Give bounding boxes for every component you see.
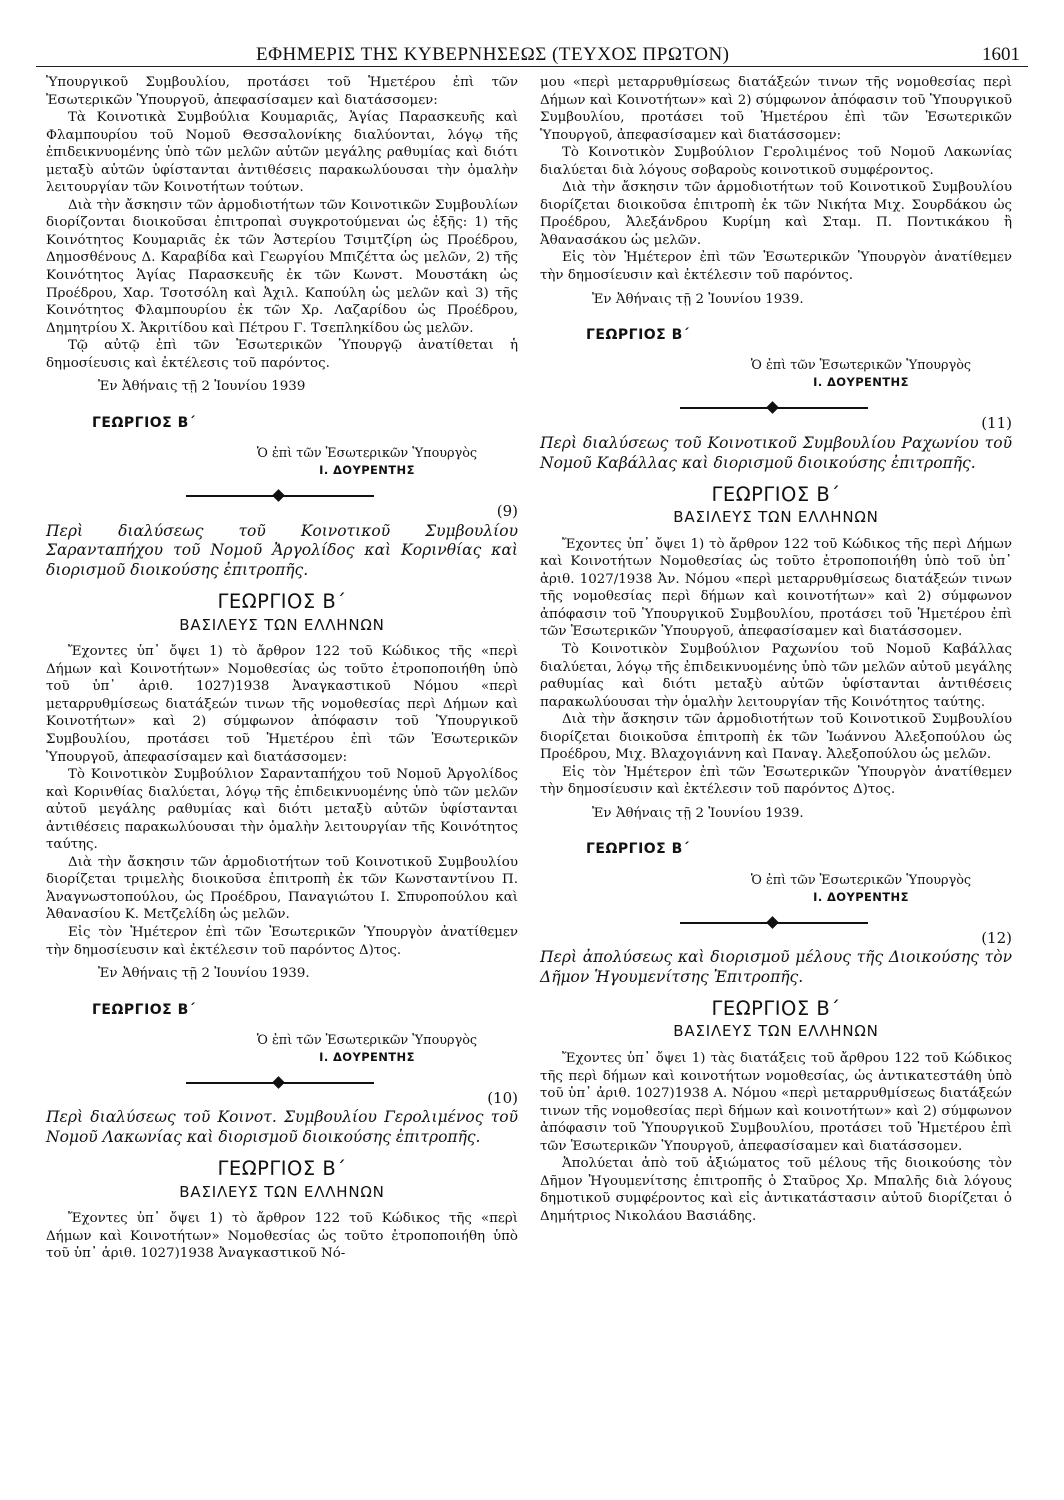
- king-heading: ΓΕΩΡΓΙΟΣ Β΄: [217, 1157, 347, 1181]
- paragraph: Ἀπολύεται ἀπὸ τοῦ ἀξιώματος τοῦ μέλους τῆς διοικούσης τὸν Δῆμον Ἡγουμενίτσης ἐπιτροπῆς ὁ Σταῦρος Χρ. Μπαλῆς διὰ λόγους δημοτικοῦ συμφέροντος καὶ εἰς ἀντικατάστασιν αὐτοῦ διορίζεται ὁ Δημήτριος Νικολάου Βασιάδης.: [540, 1156, 1012, 1224]
- king-signature: ΓΕΩΡΓΙΟΣ Β΄: [92, 1001, 196, 1018]
- king-signature: ΓΕΩΡΓΙΟΣ Β΄: [586, 327, 690, 344]
- paragraph: Ἔχοντες ὑπ᾽ ὄψει 1) τὸ ἄρθρον 122 τοῦ Κώδικος τῆς «περὶ Δήμων καὶ Κοινοτήτων» Νομοθεσίας ὡς τοῦτο ἐτροποποιήθη ὑπὸ τοῦ ὑπ᾽ ἀριθ. 1027)1938 Ἀναγκαστικοῦ Νόμου «περὶ μεταρρυθμίσεως διατάξεών τινων τῆς νομοθεσίας περὶ Δήμων καὶ Κοινοτήτων» καὶ 2) σύμφωνον ἀπόφασιν τοῦ Ὑπουργικοῦ Συμβουλίου, προτάσει τοῦ Ἡμετέρου ἐπὶ τῶν Ἐσωτερικῶν Ὑπουργοῦ, ἀπεφασίσαμεν καὶ διατάσσομεν:: [46, 644, 518, 765]
- king-heading: ΓΕΩΡΓΙΟΣ Β΄: [711, 482, 841, 506]
- king-heading: ΓΕΩΡΓΙΟΣ Β΄: [217, 590, 347, 614]
- minister-title: Ὁ ἐπὶ τῶν Ἐσωτερικῶν Ὑπουργὸς: [256, 1033, 478, 1048]
- decree-date: Ἐν Ἀθήναις τῇ 2 Ἰουνίου 1939.: [98, 966, 310, 982]
- paragraph: Διὰ τὴν ἄσκησιν τῶν ἁρμοδιοτήτων τοῦ Κοινοτικοῦ Συμβουλίου διορίζεται τριμελὴς διοικοῦσα ἐπιτροπὴ ἐκ τῶν Κωνσταντίνου Π. Ἀναγνωστοπούλου, ὡς Προέδρου, Παναγιώτου Ι. Σπυροπούλου καὶ Ἀθανασίου Κ. Μετζελίδη ὡς μελῶν.: [46, 854, 518, 923]
- decree-date: Ἐν Ἀθήναις τῇ 2 Ἰουνίου 1939.: [592, 805, 804, 821]
- minister-name: Ι. ΔΟΥΡΕΝΤΗΣ: [319, 462, 415, 477]
- paragraph: Τὸ Κοινοτικὸν Συμβούλιον Γερολιμένος τοῦ Νομοῦ Λακωνίας διαλύεται διὰ λόγους σοβαροὺς κοινοτικοῦ συμφέροντος.: [540, 145, 1012, 178]
- decree-title: Περὶ διαλύσεως τοῦ Κοινοτικοῦ Συμβουλίου Ραχωνίου τοῦ Νομοῦ Καβάλλας καὶ διορισμοῦ διοικούσης ἐπιτροπῆς.: [540, 433, 1012, 472]
- paragraph: Ἔχοντες ὑπ᾽ ὄψει 1) τὸ ἄρθρον 122 τοῦ Κώδικος τῆς περὶ Δήμων καὶ Κοινοτήτων Νομοθεσίας ὡς τοῦτο ἐτροποποιήθη ὑπὸ τοῦ ὑπ᾽ ἀριθ. 1027/1938 Ἀν. Νόμου «περὶ μεταρρυθμίσεως διατάξεών τινων τῆς νομοθεσίας περὶ δήμων καὶ κοινοτήτων» καὶ 2) σύμφωνον ἀπόφασιν τοῦ Ὑπουργικοῦ Συμβουλίου, προτάσει τοῦ Ἡμετέρου ἐπὶ τῶν Ἐσωτερικῶν Ὑπουργοῦ, ἀπεφασίσαμεν καὶ διατάσσομεν.: [540, 536, 1012, 640]
- decree-title: Περὶ διαλύσεως τοῦ Κοινοτ. Συμβουλίου Γερολιμένος τοῦ Νομοῦ Λακωνίας καὶ διορισμοῦ διοικούσης ἐπιτροπῆς.: [46, 1108, 518, 1147]
- king-signature: ΓΕΩΡΓΙΟΣ Β΄: [586, 841, 690, 858]
- paragraph: Διὰ τὴν ἄσκησιν τῶν ἁρμοδιοτήτων τῶν Κοινοτικῶν Συμβουλίων διορίζονται διοικοῦσαι ἐπιτροπαὶ συγκροτούμεναι ὡς ἑξῆς: 1) τῆς Κοινότητος Κουμαριᾶς ἐκ τῶν Ἀστερίου Τσιμτζίρη ὡς Προέδρου, Δημοσθένους Δ. Καραβίδα καὶ Γεωργίου Μπιζέττα ὡς μελῶν, 2) τῆς Κοινότητος Ἁγίας Παρασκευῆς ἐκ τῶν Κωνστ. Μουστάκη ὡς Προέδρου, Χαρ. Τσοτσόλη καὶ Ἀχιλ. Καπούλη ὡς μελῶν καὶ 3) τῆς Κοινότητος Φλαμπουρίου ἐκ τῶν Χρ. Λαζαρίδου ὡς Προέδρου, Δημητρίου Χ. Ἀκριτίδου καὶ Πέτρου Γ. Τσεπληκίδου ὡς μελῶν.: [46, 197, 518, 336]
- decree-title: Περὶ ἀπολύσεως καὶ διορισμοῦ μέλους τῆς Διοικούσης τὸν Δῆμον Ἡγουμενίτσης Ἐπιτροπῆς.: [540, 948, 1012, 987]
- section-separator: [46, 1077, 518, 1087]
- paragraph: Εἰς τὸν Ἡμέτερον ἐπὶ τῶν Ἐσωτερικῶν Ὑπουργὸν ἀνατίθεμεν τὴν δημοσίευσιν καὶ ἐκτέλεσιν τοῦ παρόντος Δ)τος.: [46, 925, 518, 958]
- paragraph: Ἔχοντες ὑπ᾽ ὄψει 1) τὸ ἄρθρον 122 τοῦ Κώδικος τῆς «περὶ Δήμων καὶ Κοινοτήτων» Νομοθεσίας ὡς τοῦτο ἐτροποποιήθη ὑπὸ τοῦ ὑπ᾽ ἀριθ. 1027)1938 Ἀναγκαστικοῦ Νό-: [46, 1211, 518, 1262]
- king-subheading: ΒΑΣΙΛΕΥΣ ΤΩΝ ΕΛΛΗΝΩΝ: [673, 508, 879, 527]
- right-column: [540, 74, 1012, 1226]
- minister-name: Ι. ΔΟΥΡΕΝΤΗΣ: [319, 1049, 415, 1064]
- section-separator: [46, 490, 518, 500]
- left-column: [46, 74, 518, 1263]
- paragraph: Τὰ Κοινοτικὰ Συμβούλια Κουμαριᾶς, Ἁγίας Παρασκευῆς καὶ Φλαμπουρίου τοῦ Νομοῦ Θεσσαλονίκης διαλύονται, λόγῳ τῆς ἐπιδεικνυομένης ὑπὸ τῶν μελῶν αὐτῶν μεγάλης ραθυμίας καὶ διότι μεταξὺ αὐτῶν ὑφίστανται ἀντιθέσεις παρακωλύουσαι τὴν ὁμαλὴν λειτουργίαν τῶν Κοινοτήτων τούτων.: [46, 110, 518, 196]
- minister-name: Ι. ΔΟΥΡΕΝΤΗΣ: [813, 375, 909, 390]
- minister-title: Ὁ ἐπὶ τῶν Ἐσωτερικῶν Ὑπουργὸς: [750, 358, 972, 374]
- king-heading: ΓΕΩΡΓΙΟΣ Β΄: [711, 996, 841, 1020]
- paragraph: Διὰ τὴν ἄσκησιν τῶν ἁρμοδιοτήτων τοῦ Κοινοτικοῦ Συμβουλίου διορίζεται διοικοῦσα ἐπιτροπὴ ἐκ τῶν Νικήτα Μιχ. Σουρδάκου ὡς Προέδρου, Ἀλεξάνδρου Κυρίμη καὶ Σταμ. Π. Ποντικάκου ἢ Ἀθανασάκου ὡς μελῶν.: [540, 180, 1012, 248]
- paragraph: μου «περὶ μεταρρυθμίσεως διατάξεών τινων τῆς νομοθεσίας περὶ Δήμων καὶ Κοινοτήτων» καὶ 2) σύμφωνον ἀπόφασιν τοῦ Ὑπουργικοῦ Συμβουλίου, προτάσει τοῦ Ἡμετέρου ἐπὶ τῶν Ἐσωτερικῶν Ὑπουργοῦ, ἀπεφασίσαμεν καὶ διατάσσομεν:: [540, 75, 1012, 143]
- decree-date: Ἐν Ἀθήναις τῇ 2 Ἰουνίου 1939: [98, 379, 306, 395]
- paragraph: Ἔχοντες ὑπ᾽ ὄψει 1) τὰς διατάξεις τοῦ ἄρθρου 122 τοῦ Κώδικος τῆς περὶ δήμων καὶ κοινοτήτων νομοθεσίας, ὡς ἀντικατεστάθη ὑπὸ τοῦ ὑπ᾽ ἀριθ. 1027)1938 Α. Νόμου «περὶ μεταρρυθμίσεως διατάξεών τινων τῆς νομοθεσίας περὶ δήμων καὶ κοινοτήτων» καὶ 2) σύμφωνον ἀπόφασιν τοῦ Ὑπουργικοῦ Συμβουλίου, προτάσει τοῦ Ἡμετέρου ἐπὶ τῶν Ἐσωτερικῶν Ὑπουργοῦ, ἀπεφασίσαμεν καὶ διατάσσομεν.: [540, 1051, 1012, 1154]
- minister-signature: [710, 873, 1012, 905]
- paragraph: Εἰς τὸν Ἡμέτερον ἐπὶ τῶν Ἐσωτερικῶν Ὑπουργὸν ἀνατίθεμεν τὴν δημοσίευσιν καὶ ἐκτέλεσιν τοῦ παρόντος Δ)τος.: [540, 764, 1012, 798]
- minister-title: Ὁ ἐπὶ τῶν Ἐσωτερικῶν Ὑπουργὸς: [750, 872, 972, 888]
- decree-number: (9): [496, 501, 518, 520]
- decree-number: (12): [981, 928, 1012, 947]
- paragraph: Τὸ Κοινοτικὸν Συμβούλιον Σαρανταπήχου τοῦ Νομοῦ Ἀργολίδος καὶ Κορινθίας διαλύεται, λόγῳ τῆς ἐπιδεικνυομένης ὑπὸ τῶν μελῶν αὐτοῦ μεγάλης ραθυμίας καὶ διότι μεταξὺ αὐτῶν ὑφίστανται ἀντιθέσεις παρακωλύουσαι τὴν ὁμαλὴν λειτουργίαν τῆς Κοινότητος ταύτης.: [46, 767, 518, 853]
- king-subheading: ΒΑΣΙΛΕΥΣ ΤΩΝ ΕΛΛΗΝΩΝ: [673, 1022, 879, 1041]
- header-rule: [36, 66, 1028, 67]
- paragraph: Τῷ αὐτῷ ἐπὶ τῶν Ἐσωτερικῶν Ὑπουργῷ ἀνατίθεται ἡ δημοσίευσις καὶ ἐκτέλεσις τοῦ παρόντος.: [46, 338, 518, 371]
- king-signature: ΓΕΩΡΓΙΟΣ Β΄: [92, 414, 196, 431]
- king-subheading: ΒΑΣΙΛΕΥΣ ΤΩΝ ΕΛΛΗΝΩΝ: [179, 615, 385, 634]
- page-header: [36, 44, 1028, 66]
- section-separator: [540, 917, 1012, 927]
- minister-signature: [216, 1033, 518, 1065]
- minister-signature: [216, 446, 518, 478]
- decree-title: Περὶ διαλύσεως τοῦ Κοινοτικοῦ Συμβουλίου Σαρανταπήχου τοῦ Νομοῦ Ἀργολίδος καὶ Κορινθίας καὶ διορισμοῦ διοικούσης ἐπιτροπῆς.: [46, 521, 518, 580]
- decree-number: (10): [487, 1088, 518, 1107]
- paragraph: Διὰ τὴν ἄσκησιν τῶν ἁρμοδιοτήτων τοῦ Κοινοτικοῦ Συμβουλίου διορίζεται διοικοῦσα ἐπιτροπὴ ἐκ τῶν Ἰωάννου Ἀλεξοπούλου ὡς Προέδρου, Μιχ. Βλαχογιάννη καὶ Παναγ. Ἀλεξοπούλου ὡς μελῶν.: [540, 712, 1012, 763]
- decree-number: (11): [981, 414, 1012, 433]
- page-number: 1601: [982, 44, 1020, 65]
- section-separator: [540, 402, 1012, 412]
- paragraph: Εἰς τὸν Ἡμέτερον ἐπὶ τῶν Ἐσωτερικῶν Ὑπουργὸν ἀνατίθεμεν τὴν δημοσίευσιν καὶ ἐκτέλεσιν τοῦ παρόντος.: [540, 250, 1012, 284]
- paragraph: Ὑπουργικοῦ Συμβουλίου, προτάσει τοῦ Ἡμετέρου ἐπὶ τῶν Ἐσωτερικῶν Ὑπουργοῦ, ἀπεφασίσαμεν καὶ διατάσσομεν:: [46, 75, 518, 108]
- king-subheading: ΒΑΣΙΛΕΥΣ ΤΩΝ ΕΛΛΗΝΩΝ: [179, 1182, 385, 1201]
- minister-name: Ι. ΔΟΥΡΕΝΤΗΣ: [813, 889, 909, 904]
- gazette-title: ΕΦΗΜΕΡΙΣ ΤΗΣ ΚΥΒΕΡΝΗΣΕΩΣ (ΤΕΥΧΟΣ ΠΡΩΤΟΝ): [256, 44, 730, 65]
- minister-title: Ὁ ἐπὶ τῶν Ἐσωτερικῶν Ὑπουργὸς: [256, 446, 478, 462]
- paragraph: Τὸ Κοινοτικὸν Συμβούλιον Ραχωνίου τοῦ Νομοῦ Καβάλλας διαλύεται, λόγῳ τῆς ἐπιδεικνυομένης ὑπὸ τῶν μελῶν αὐτοῦ μεγάλης ραθυμίας καὶ διότι μεταξὺ αὐτῶν ὑφίστανται ἀντιθέσεις παρακωλύουσαι τὴν ὁμαλὴν λειτουργίαν τῆς Κοινότητος ταύτης.: [540, 642, 1012, 710]
- minister-signature: [710, 358, 1012, 390]
- decree-date: Ἐν Ἀθήναις τῇ 2 Ἰουνίου 1939.: [592, 291, 804, 307]
